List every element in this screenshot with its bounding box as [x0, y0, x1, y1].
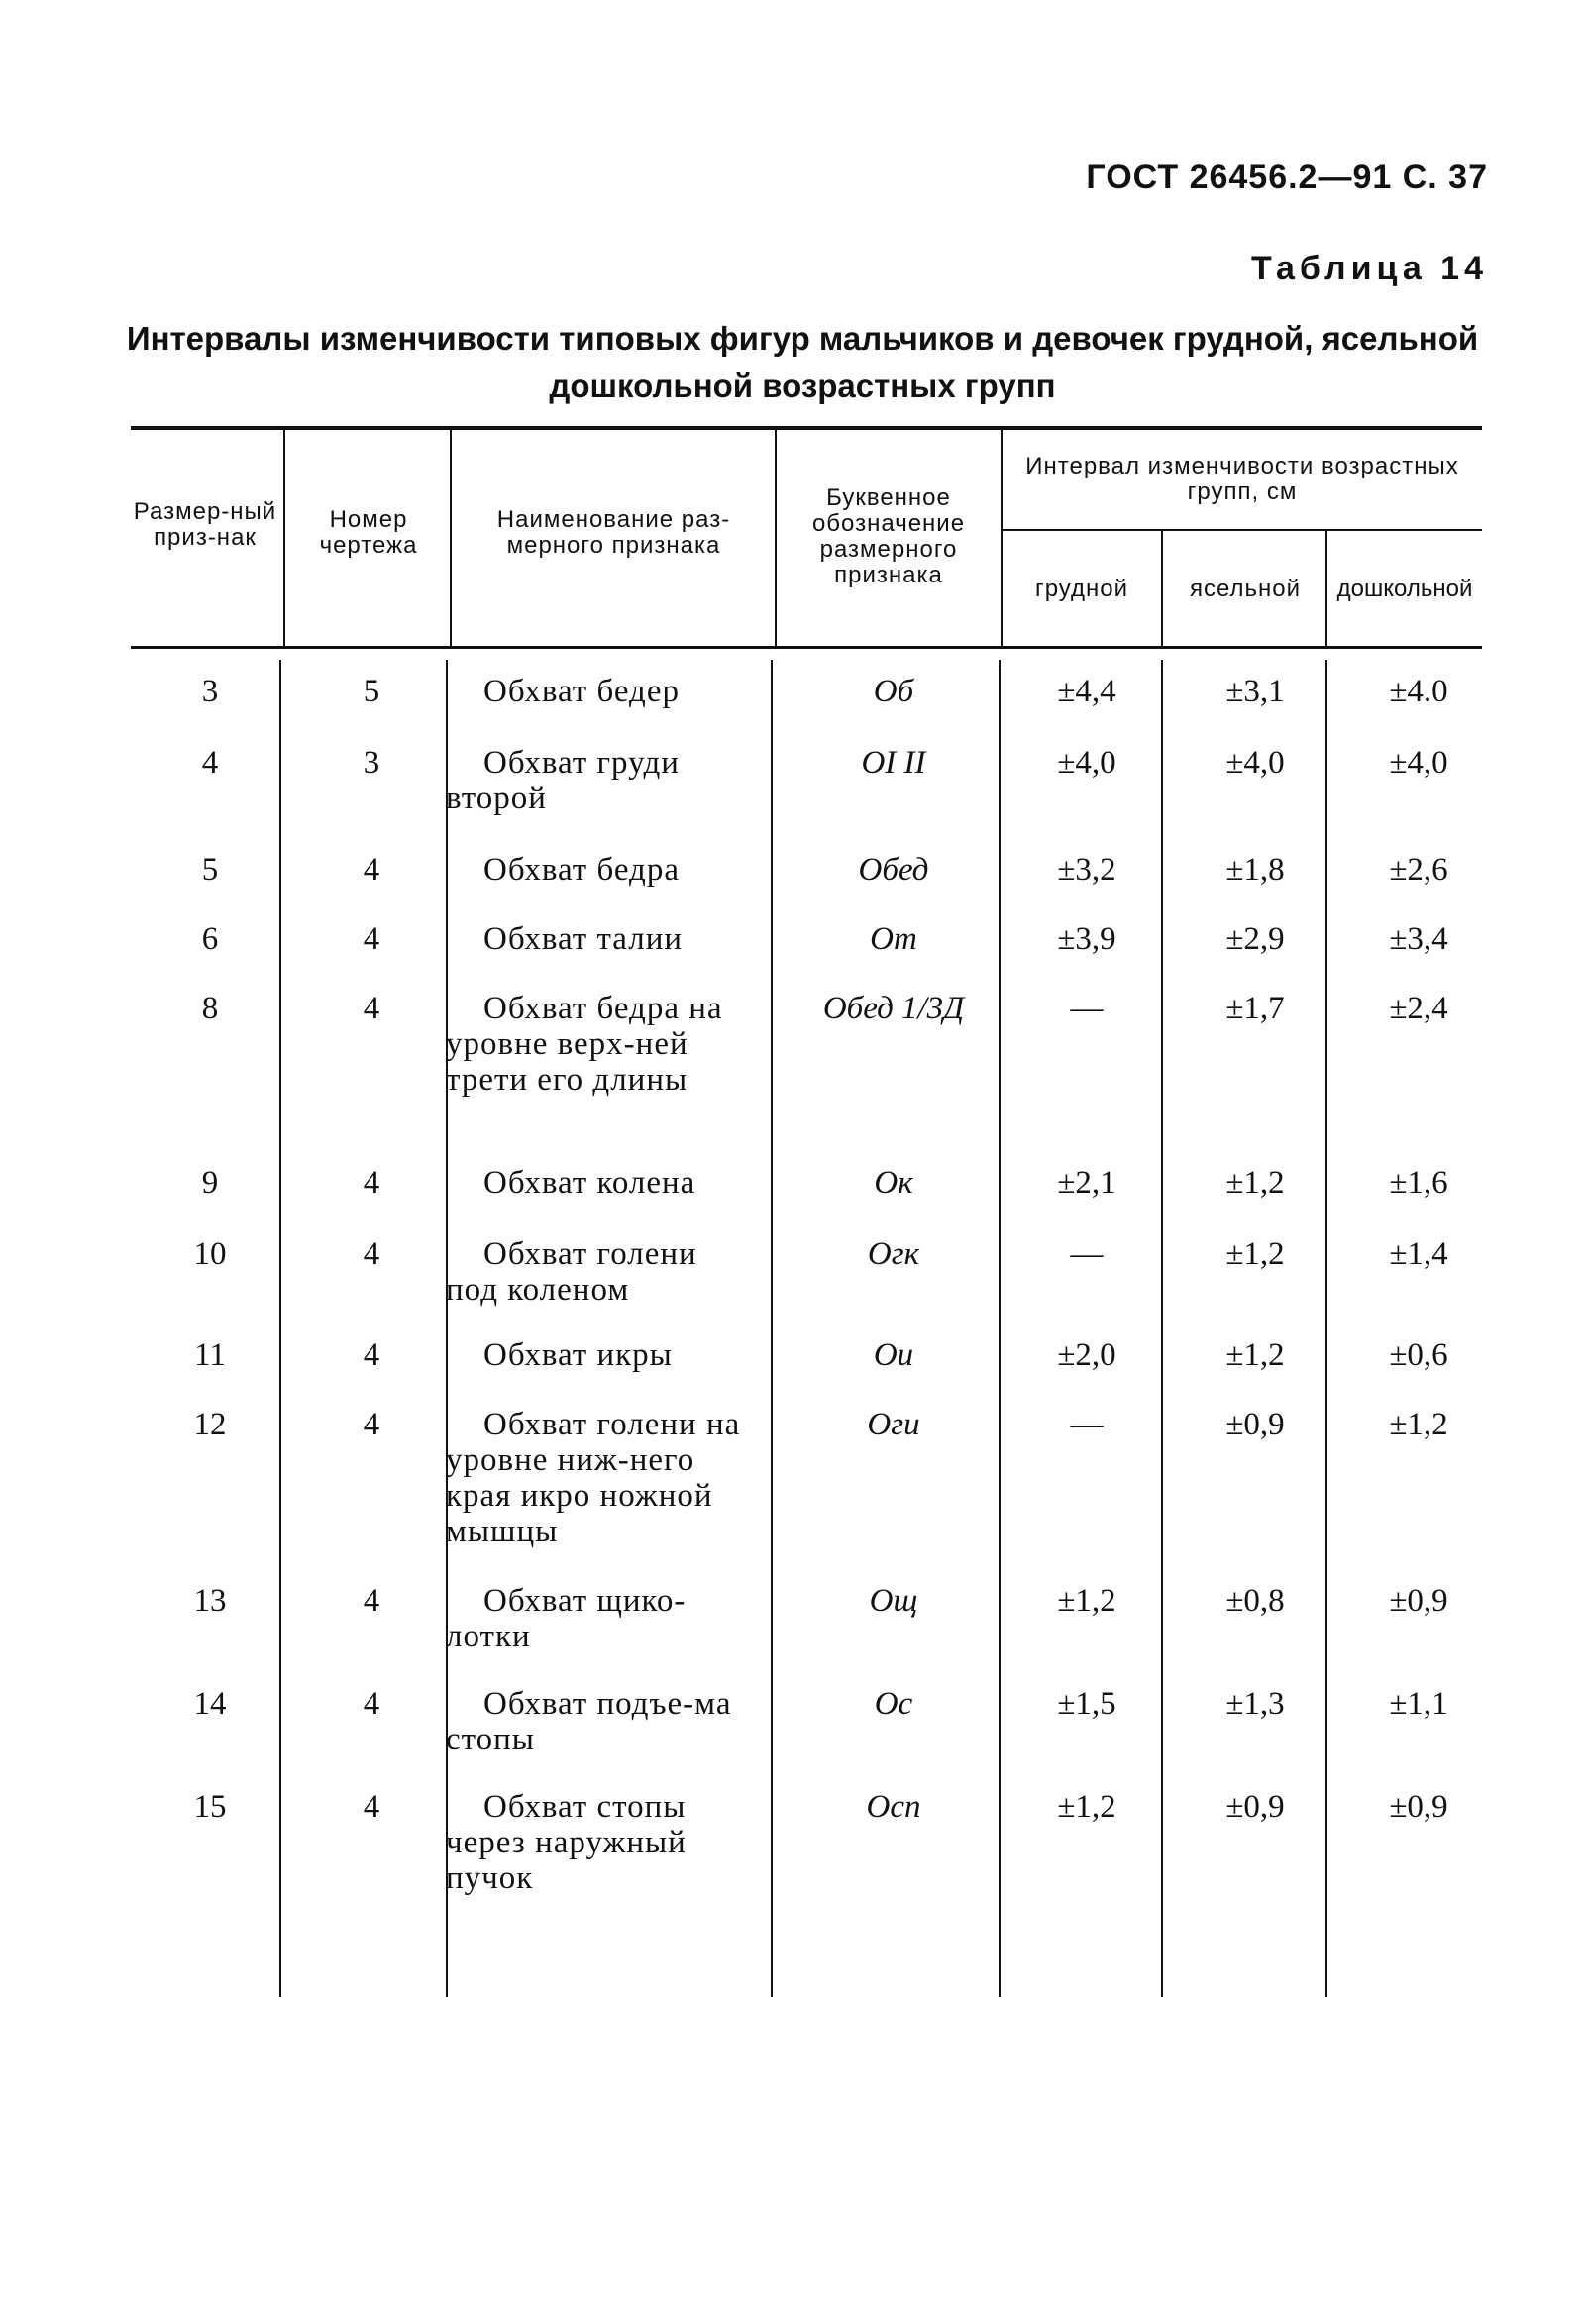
row-value-infant: ±1,5 — [1057, 1686, 1116, 1722]
col-header-interval: Интервал изменчивости возрастных групп, см — [1025, 453, 1459, 505]
row-name: Обхват талии — [483, 921, 684, 957]
row-value-nursery: ±4,0 — [1225, 745, 1285, 781]
row-symbol: Ок — [874, 1165, 913, 1201]
row-value-preschool: ±0,9 — [1389, 1789, 1448, 1825]
row-name: Обхват стопы через наружный пучок — [446, 1789, 687, 1896]
row-value-preschool: ±3,4 — [1389, 921, 1448, 957]
row-value-infant: ±3,2 — [1057, 852, 1116, 888]
row-name: Обхват щико-лотки — [446, 1583, 687, 1654]
row-symbol: Обед — [858, 852, 929, 888]
row-symbol: Огк — [867, 1236, 920, 1272]
row-symbol: Ощ — [869, 1583, 918, 1619]
row-num: 6 — [201, 921, 219, 957]
col-header-name: Наименование раз-мерного признака — [496, 506, 731, 559]
row-symbol: Обед 1/3Д — [822, 991, 965, 1026]
row-name: Обхват подъе-ма стопы — [446, 1686, 732, 1757]
row-symbol: Об — [873, 674, 914, 709]
row-figure-number: 4 — [363, 1407, 380, 1442]
row-value-nursery: ±2,9 — [1225, 921, 1285, 957]
col-header-num: Размер-ный приз-нак — [133, 498, 277, 551]
row-name: Обхват голени на уровне ниж-него края икро ножной мышцы — [446, 1407, 741, 1549]
col-header-g1: грудной — [1034, 576, 1129, 602]
row-num: 5 — [201, 852, 219, 888]
row-num: 10 — [193, 1236, 227, 1272]
row-value-infant: ±1,2 — [1057, 1789, 1116, 1825]
row-value-nursery: ±3,1 — [1225, 674, 1285, 709]
row-name: Обхват колена — [483, 1165, 696, 1201]
header-divider — [1161, 531, 1163, 646]
row-symbol: Осп — [866, 1789, 921, 1825]
body-divider — [771, 660, 773, 1997]
row-value-infant: — — [1070, 991, 1104, 1026]
row-value-nursery: ±1,3 — [1225, 1686, 1285, 1722]
table-title — [119, 315, 1486, 410]
body-divider — [279, 660, 281, 1997]
row-value-infant: ±4,4 — [1057, 674, 1116, 709]
row-figure-number: 4 — [363, 921, 380, 957]
row-name: Обхват голени под коленом — [446, 1236, 697, 1308]
row-value-preschool: ±4.0 — [1389, 674, 1448, 709]
row-symbol: Ос — [874, 1686, 913, 1722]
row-value-nursery: ±1,7 — [1225, 991, 1285, 1026]
row-figure-number: 4 — [363, 1337, 380, 1373]
row-value-preschool: ±2,4 — [1389, 991, 1448, 1026]
row-num: 9 — [201, 1165, 219, 1201]
row-figure-number: 4 — [363, 1236, 380, 1272]
row-value-infant: — — [1070, 1407, 1104, 1442]
row-figure-number: 4 — [363, 991, 380, 1026]
row-figure-number: 4 — [363, 1789, 380, 1825]
row-value-nursery: ±1,2 — [1225, 1337, 1285, 1373]
row-symbol: Ои — [873, 1337, 914, 1373]
row-value-preschool: ±0,9 — [1389, 1583, 1448, 1619]
table-top-rule — [131, 426, 1482, 430]
header-divider — [450, 430, 452, 646]
row-value-nursery: ±1,2 — [1225, 1165, 1285, 1201]
row-value-preschool: ±0,6 — [1389, 1337, 1448, 1373]
row-name: Обхват бедер — [483, 674, 680, 709]
row-symbol: От — [870, 921, 917, 957]
row-value-infant: ±2,0 — [1057, 1337, 1116, 1373]
row-value-nursery: ±0,8 — [1225, 1583, 1285, 1619]
row-value-preschool: ±4,0 — [1389, 745, 1448, 781]
row-name: Обхват бедра — [483, 852, 680, 888]
header-divider — [283, 430, 285, 646]
row-figure-number: 4 — [363, 852, 380, 888]
data-table — [131, 426, 1482, 2011]
row-value-nursery: ±1,2 — [1225, 1236, 1285, 1272]
row-num: 11 — [194, 1337, 226, 1373]
row-figure-number: 4 — [363, 1583, 380, 1619]
row-symbol: ОI II — [861, 745, 926, 781]
table-title-line-2: дошкольной возрастных групп — [549, 368, 1056, 404]
row-value-preschool: ±2,6 — [1389, 852, 1448, 888]
table-title-line-1: Интервалы изменчивости типовых фигур мальчиков и девочек грудной, ясельной — [126, 320, 1479, 357]
interval-subheader-rule — [1003, 529, 1482, 531]
row-num: 13 — [193, 1583, 227, 1619]
header-divider — [1001, 430, 1003, 646]
row-value-infant: ±1,2 — [1057, 1583, 1116, 1619]
row-value-preschool: ±1,6 — [1389, 1165, 1448, 1201]
table-label: Таблица 14 — [1251, 250, 1488, 287]
row-figure-number: 5 — [363, 674, 380, 709]
row-figure-number: 4 — [363, 1686, 380, 1722]
row-value-infant: ±4,0 — [1057, 745, 1116, 781]
row-num: 4 — [201, 745, 219, 781]
row-value-nursery: ±0,9 — [1225, 1789, 1285, 1825]
row-name: Обхват бедра на уровне верх-ней трети его длины — [446, 991, 723, 1098]
row-num: 12 — [193, 1407, 227, 1442]
page-header: ГОСТ 26456.2—91 С. 37 — [1086, 158, 1488, 196]
header-bottom-rule — [131, 646, 1482, 649]
row-value-preschool: ±1,1 — [1389, 1686, 1448, 1722]
row-value-nursery: ±1,8 — [1225, 852, 1285, 888]
header-divider — [775, 430, 777, 646]
col-header-fig: Номер чертежа — [319, 506, 418, 559]
row-figure-number: 4 — [363, 1165, 380, 1201]
row-value-infant: ±3,9 — [1057, 921, 1116, 957]
row-value-infant: ±2,1 — [1057, 1165, 1116, 1201]
col-header-symbol: Буквенное обозначение размерного признака — [811, 484, 966, 588]
row-num: 14 — [193, 1686, 227, 1722]
row-name: Обхват груди второй — [446, 745, 680, 816]
row-name: Обхват икры — [483, 1337, 673, 1373]
col-header-g2: ясельной — [1189, 576, 1302, 602]
row-value-preschool: ±1,4 — [1389, 1236, 1448, 1272]
row-num: 3 — [201, 674, 219, 709]
row-value-infant: — — [1070, 1236, 1104, 1272]
row-value-nursery: ±0,9 — [1225, 1407, 1285, 1442]
row-num: 8 — [201, 991, 219, 1026]
row-figure-number: 3 — [363, 745, 380, 781]
row-value-preschool: ±1,2 — [1389, 1407, 1448, 1442]
row-num: 15 — [193, 1789, 227, 1825]
row-symbol: Оги — [867, 1407, 920, 1442]
col-header-g3: дошкольной — [1336, 576, 1473, 602]
